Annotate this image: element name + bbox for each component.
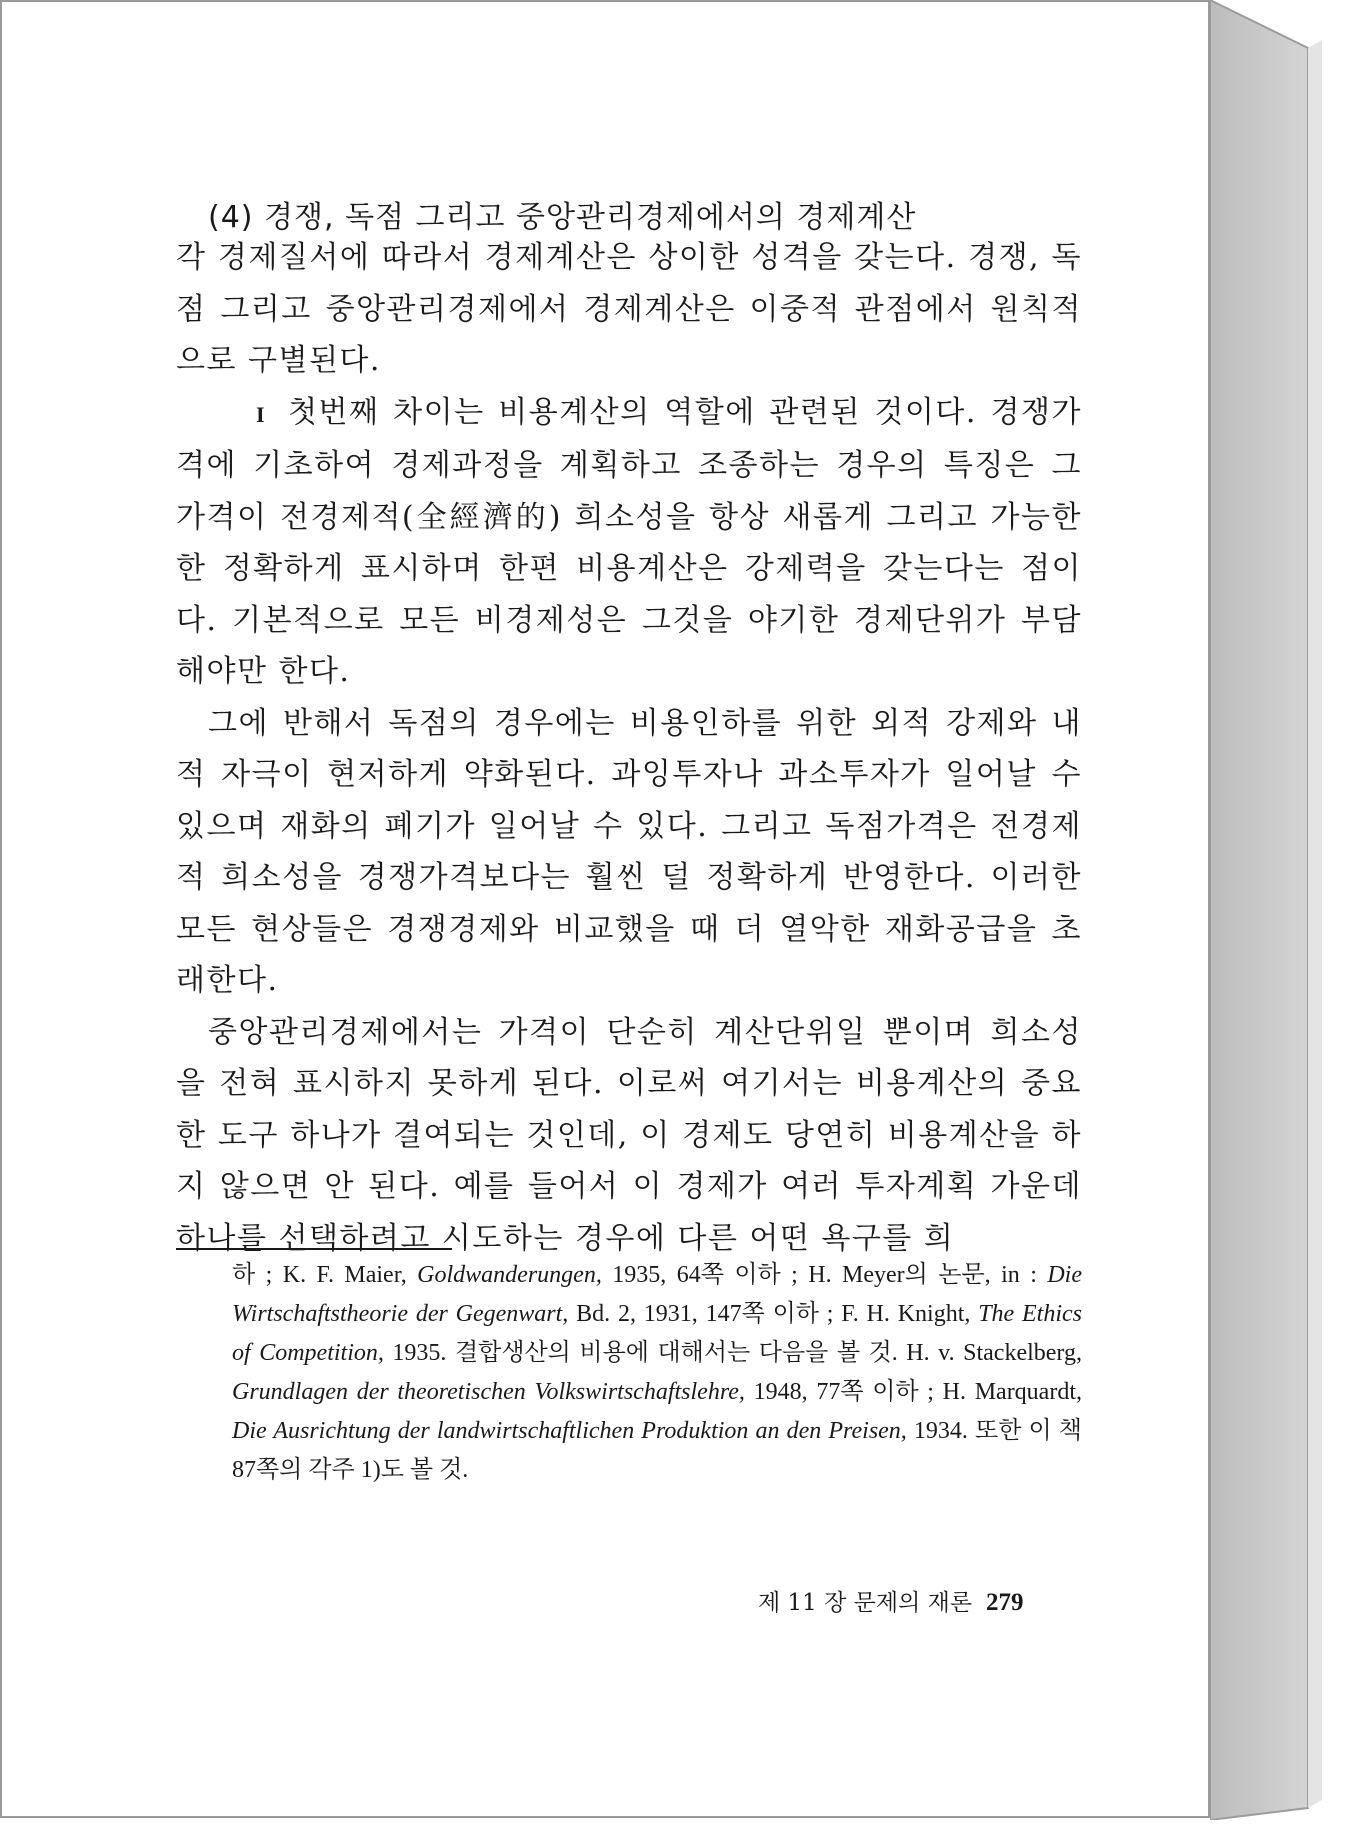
running-footer xyxy=(758,1584,1024,1617)
roman-numeral-marker: I xyxy=(256,401,267,427)
paragraph-intro: 각 경제질서에 따라서 경제계산은 상이한 성격을 갖는다. 경쟁, 독점 그리고 중앙관리경제에서 경제계산은 이중적 관점에서 원칙적으로 구별된다. xyxy=(176,240,1082,378)
footnote-title: Die Ausrichtung der landwirtschaftlichen Produktion an den Preisen, xyxy=(232,1418,907,1444)
body-text xyxy=(176,232,1082,1264)
paragraph-cost-calculation-text: 첫번째 차이는 비용계산의 역할에 관련된 것이다. 경쟁가격에 기초하여 경제과정을 계획하고 조종하는 경우의 특징은 그 가격이 전경제적(全經濟的) 희소성을 항상 새롭게 그리고 가능한한 정확하게 표시하며 한편 비용계산은 강제력을 갖는다는 점이다. 기본적으로 모든 비경제성은 그것을 야기한 경제단위가 부담해야만 한다. xyxy=(176,394,1082,689)
footnote-title: The Ethics of Competition, xyxy=(232,1301,1082,1366)
section-heading: (4) 경쟁, 독점 그리고 중앙관리경제에서의 경제계산 xyxy=(208,200,917,235)
footnote-text: 1935. 결합생산의 비용에 대해서는 다음을 볼 것. H. v. Stackelberg, xyxy=(383,1340,1082,1366)
footnote-text: 하 ; K. F. Maier, xyxy=(232,1262,418,1288)
footnote-title: Die Wirtschaftstheorie der Gegenwart, xyxy=(232,1262,1082,1327)
footnote-title: Grundlagen der theoretischen Volkswirtschaftslehre, xyxy=(232,1379,745,1405)
footnote-text: 1935, 64쪽 이하 ; H. Meyer의 논문, in : xyxy=(601,1262,1048,1288)
page-number: 279 xyxy=(986,1589,1024,1616)
footnote-text: 1934. 또한 이 책 87쪽의 각주 1)도 볼 것. xyxy=(232,1418,1082,1483)
footnote-text: Bd. 2, 1931, 147쪽 이하 ; F. H. Knight, xyxy=(568,1301,979,1327)
paragraph-monopoly: 그에 반해서 독점의 경우에는 비용인하를 위한 외적 강제와 내적 자극이 현저하게 약화된다. 과잉투자나 과소투자가 일어날 수 있으며 재화의 폐기가 일어날 수 있다. 그리고 독점가격은 전경제적 희소성을 경쟁가격보다는 훨씬 덜 정확하게 반영한다. 이러한 모든 현상들은 경쟁경제와 비교했을 때 더 열악한 재화공급을 초래한다. xyxy=(176,705,1082,998)
footnote-divider xyxy=(176,1248,452,1250)
footnote xyxy=(232,1256,1082,1490)
book-spine-edge xyxy=(1210,0,1360,1820)
paragraph-central-economy: 중앙관리경제에서는 가격이 단순히 계산단위일 뿐이며 희소성을 전혀 표시하지 못하게 된다. 이로써 여기서는 비용계산의 중요한 도구 하나가 결여되는 것인데, 이 경제도 당연히 비용계산을 하지 않으면 안 된다. 예를 들어서 이 경제가 여러 투자계획 가운데 하나를 선택하려고 시도하는 경우에 다른 어떤 욕구를 희 xyxy=(176,1014,1082,1256)
chapter-title: 제 11 장 문제의 재론 xyxy=(758,1590,973,1616)
footnote-title: Goldwanderungen, xyxy=(417,1262,602,1288)
footnote-text: 1948, 77쪽 이하 ; H. Marquardt, xyxy=(744,1379,1082,1405)
paragraph-cost-calculation xyxy=(176,387,1082,698)
